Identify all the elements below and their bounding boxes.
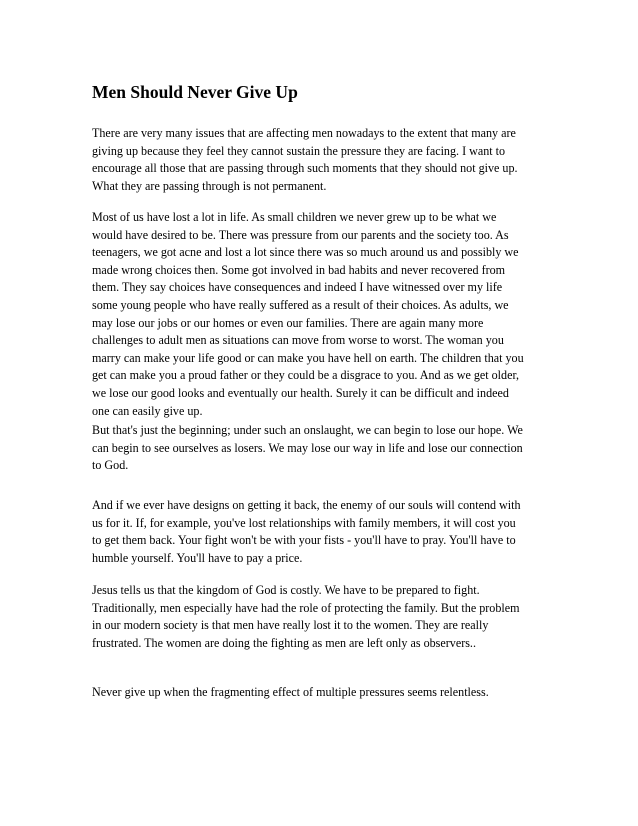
paragraph-2: Most of us have lost a lot in life. As small children we never grew up to be what we would have desired to be. There was pressure from our parents and the society too. As teenagers, we got acne and lost a lot since there was so much around us and possibly we made wrong choices then. Some got involved in bad habits and never recovered from them. They say choices have consequences and indeed I have witnessed over my life some young people who have really suffered as a result of their choices. As adults, we may lose our jobs or our homes or even our families. There are again many more challenges to adult men as situations can move from worse to worst. The woman you marry can make your life good or can make you have hell on earth. The children that you get can make you a proud father or they could be a disgrace to you. And as we get older, we lose our good looks and eventually our health. Surely it can be difficult and indeed one can easily give up.	[92, 210, 524, 418]
paragraph-3: But that's just the beginning; under such an onslaught, we can begin to lose our hope. We can begin to see ourselves as losers. We may lose our way in life and lose our connection to God.	[92, 423, 523, 473]
paragraph-4: And if we ever have designs on getting it back, the enemy of our souls will contend with us for it. If, for example, you've lost relationships with family members, it will cost you to get them back. Your fight won't be with your fists - you'll have to pray. You'll have to humble yourself. You'll have to pay a price.	[92, 498, 521, 565]
paragraph-1: There are very many issues that are affecting men nowadays to the extent that many are giving up because they feel they cannot sustain the pressure they are facing. I want to encourage all those that are passing through such moments that they should not give up. What they are passing through is not permanent.	[92, 126, 518, 193]
paragraph-6: Never give up when the fragmenting effect of multiple pressures seems relentless.	[92, 685, 489, 699]
paragraph-5: Jesus tells us that the kingdom of God is costly. We have to be prepared to fight. Traditionally, men especially have had the role of protecting the family. But the problem in our modern society is that men have really lost it to the women. They are really frustrated. The women are doing the fighting as men are left only as observers..	[92, 583, 520, 650]
document-title: Men Should Never Give Up	[92, 82, 298, 102]
